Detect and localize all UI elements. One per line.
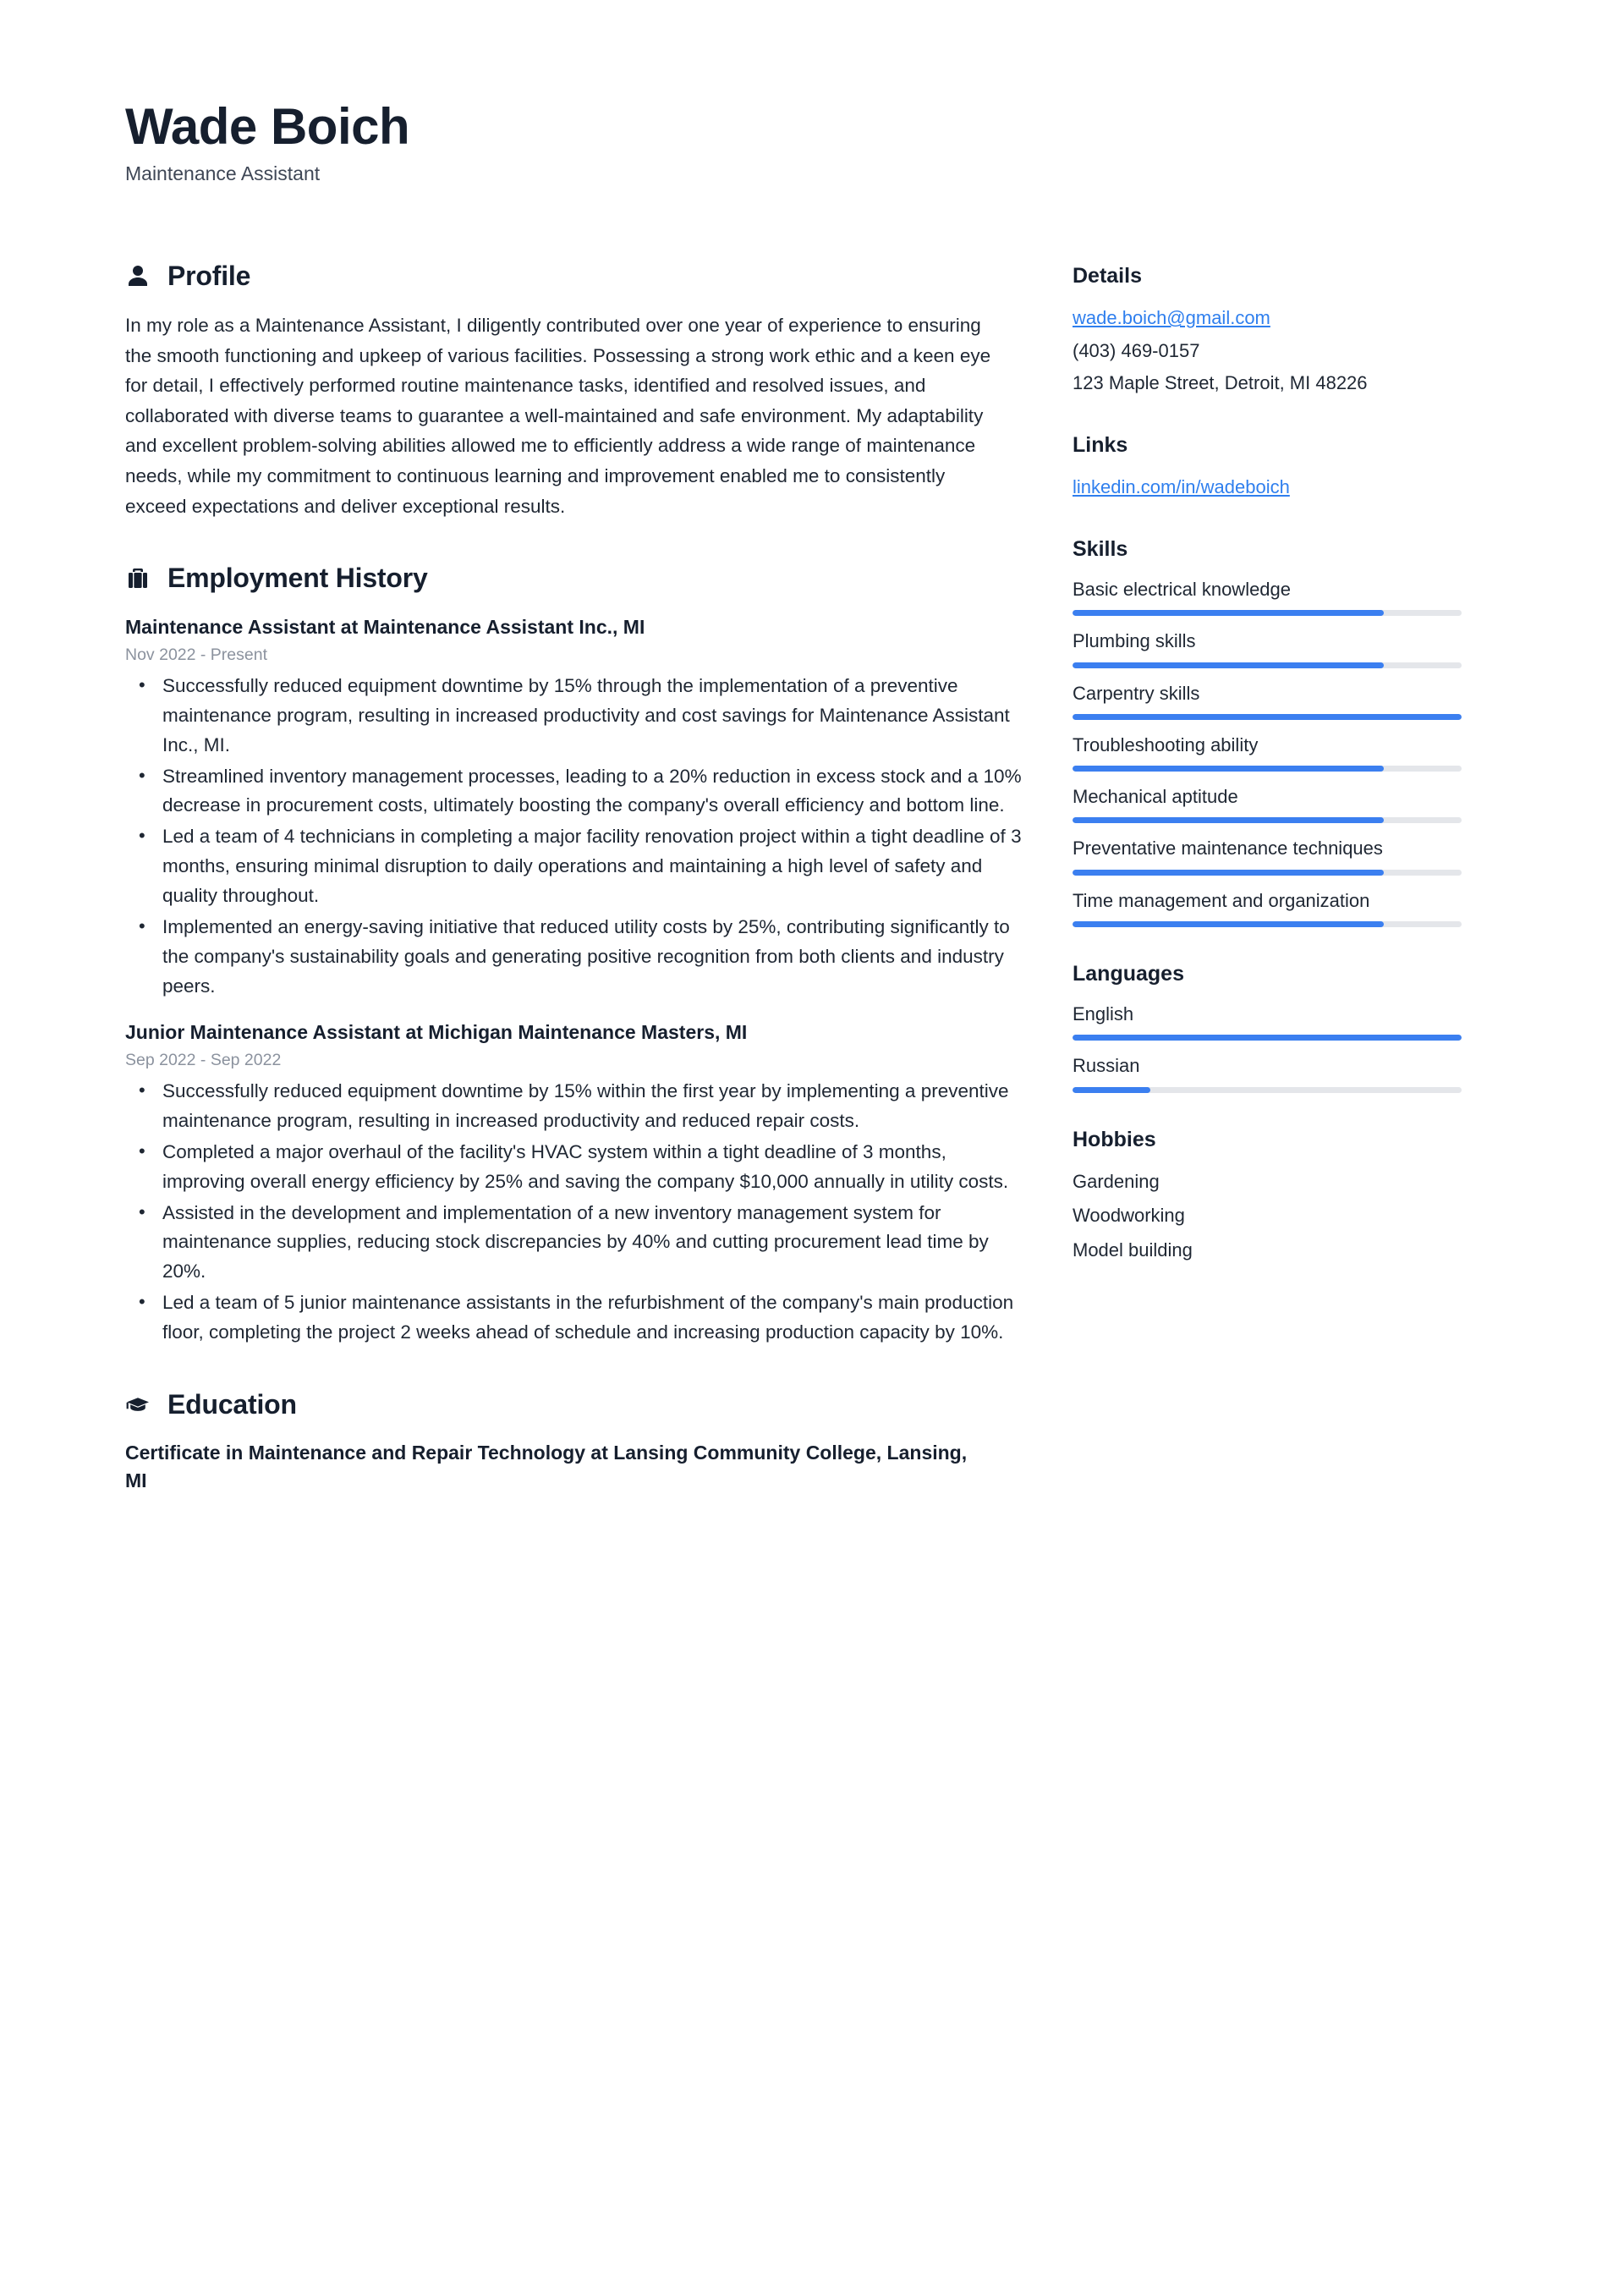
skill-row (1073, 628, 1462, 667)
language-row (1073, 1001, 1462, 1041)
skill-meter-fill (1073, 921, 1384, 927)
skill-label: Troubleshooting ability (1073, 733, 1259, 755)
education-entry-title: Certificate in Maintenance and Repair Technology at Lansing Community College, Lansing, MI (125, 1442, 968, 1492)
skill-meter-fill (1073, 766, 1384, 772)
job-bullets (125, 672, 1022, 1002)
skill-label: Mechanical aptitude (1073, 786, 1238, 808)
skill-row (1073, 835, 1462, 875)
skill-meter-track (1073, 817, 1462, 823)
skill-row (1073, 887, 1462, 927)
hobby-item: Gardening (1073, 1170, 1160, 1192)
job-bullet: • Successfully reduced equipment downtime by 15% through the implementation of a preventive maintenance program, resulting in increased productivity and cost savings for Maintenance Assistant Inc., MI. (157, 672, 1022, 761)
skill-label: Plumbing skills (1073, 630, 1196, 652)
job-bullet: • Led a team of 5 junior maintenance assistants in the refurbishment of the company's main production floor, completing the project 2 weeks ahead of schedule and increasing production capacity by 10%. (157, 1288, 1022, 1348)
sidebar-title-languages: Languages (1073, 961, 1184, 986)
section-title-profile: Profile (167, 260, 251, 291)
skill-meter-track (1073, 714, 1462, 720)
section-body-employment (125, 613, 1022, 1348)
skill-meter-fill (1073, 662, 1384, 668)
sidebar-title-details: Details (1073, 263, 1142, 288)
resume-header (125, 100, 1499, 187)
section-header-employment (125, 562, 1022, 594)
language-meter-track (1073, 1035, 1462, 1041)
section-profile (125, 260, 1022, 521)
job-bullets (125, 1077, 1022, 1348)
hobby-item: Model building (1073, 1239, 1193, 1261)
skill-meter-track (1073, 610, 1462, 616)
skill-meter-track (1073, 921, 1462, 927)
job-bullet: • Assisted in the development and implementation of a new inventory management system for maintenance supplies, reducing stock discrepancies by 40% and cutting procurement lead time by 20%. (157, 1199, 1022, 1288)
skill-meter-fill (1073, 610, 1384, 616)
section-header-education (125, 1388, 1022, 1420)
sidebar-title-hobbies: Hobbies (1073, 1127, 1156, 1151)
sidebar-title-skills: Skills (1073, 536, 1128, 561)
job-bullet: • Led a team of 4 technicians in completing a major facility renovation project within a tight deadline of 3 months, ensuring minimal disruption to daily operations and maintaining a high level of safety and quality throughout. (157, 822, 1022, 911)
sidebar-section-skills (1073, 536, 1462, 927)
candidate-name: Wade Boich (125, 98, 410, 155)
skill-row (1073, 576, 1462, 616)
section-header-profile (125, 260, 1022, 292)
skill-meter-track (1073, 870, 1462, 876)
briefcase-icon (125, 564, 151, 591)
main-column (125, 260, 1022, 1535)
skill-meter-track (1073, 662, 1462, 668)
language-meter-track (1073, 1087, 1462, 1093)
section-education (125, 1388, 1022, 1495)
skill-row (1073, 680, 1462, 720)
section-employment (125, 562, 1022, 1348)
job-entry (125, 613, 1022, 1002)
job-bullet: • Streamlined inventory management processes, leading to a 20% reduction in excess stock and a 10% decrease in procurement costs, ultimately boosting the company's overall efficiency and bottom line. (157, 762, 1022, 821)
sidebar-section-hobbies (1073, 1127, 1462, 1266)
skill-label: Basic electrical knowledge (1073, 579, 1292, 601)
skill-row (1073, 783, 1462, 823)
language-meter-fill (1073, 1035, 1462, 1041)
sidebar-section-languages (1073, 961, 1462, 1093)
sidebar-title-links: Links (1073, 433, 1128, 458)
sidebar-column (1073, 260, 1462, 1299)
address: 123 Maple Street, Detroit, MI 48226 (1073, 372, 1368, 394)
skill-row (1073, 732, 1462, 772)
sidebar-section-details (1073, 263, 1462, 398)
skill-meter-track (1073, 766, 1462, 772)
section-title-education: Education (167, 1388, 297, 1420)
section-body-profile (125, 310, 1022, 521)
phone-number: (403) 469-0157 (1073, 339, 1200, 361)
skill-label: Time management and organization (1073, 889, 1370, 911)
candidate-job-title: Maintenance Assistant (125, 162, 321, 184)
job-bullet: • Completed a major overhaul of the facility's HVAC system within a tight deadline of 3 months, improving overall energy efficiency by 25% and saving the company $10,000 annually in utility costs. (157, 1138, 1022, 1197)
language-row (1073, 1052, 1462, 1092)
skill-meter-fill (1073, 714, 1462, 720)
person-icon (125, 262, 151, 289)
section-body-education (125, 1439, 1022, 1494)
job-dates: Nov 2022 - Present (125, 645, 268, 664)
linkedin-link[interactable]: linkedin.com/in/wadeboich (1073, 476, 1290, 498)
job-bullet: • Successfully reduced equipment downtime by 15% within the first year by implementing a preventive maintenance program, resulting in increased productivity and reduced repair costs. (157, 1077, 1022, 1136)
skill-label: Preventative maintenance techniques (1073, 838, 1383, 860)
graduation-cap-icon (125, 1391, 151, 1418)
language-meter-fill (1073, 1087, 1150, 1093)
job-title: Maintenance Assistant at Maintenance Assistant Inc., MI (125, 615, 645, 638)
job-bullet: • Implemented an energy-saving initiative that reduced utility costs by 25%, contributing significantly to the company's sustainability goals and generating positive recognition from both clients and industry peers. (157, 913, 1022, 1002)
job-entry (125, 1019, 1022, 1348)
job-title: Junior Maintenance Assistant at Michigan Maintenance Masters, MI (125, 1020, 748, 1043)
hobby-item: Woodworking (1073, 1205, 1185, 1227)
resume-body (125, 260, 1499, 1535)
language-label: Russian (1073, 1055, 1140, 1077)
skill-label: Carpentry skills (1073, 682, 1200, 704)
job-dates: Sep 2022 - Sep 2022 (125, 1050, 282, 1069)
skill-meter-fill (1073, 817, 1384, 823)
language-label: English (1073, 1003, 1134, 1025)
profile-text: In my role as a Maintenance Assistant, I diligently contributed over one year of experience to ensuring the smooth functioning and upkeep of various facilities. Possessing a strong work ethic and a keen eye for detail, I effectively performed routine maintenance tasks, identified and resolved issues, and collaborated with diverse teams to guarantee a well-maintained and safe environment. My adaptability and excellent problem-solving abilities allowed me to efficiently address a wide range of maintenance needs, while my commitment to continuous learning and improvement enabled me to consistently exceed expectations and deliver exceptional results. (125, 315, 991, 517)
section-title-employment: Employment History (167, 563, 428, 594)
email-link[interactable]: wade.boich@gmail.com (1073, 307, 1270, 329)
sidebar-section-links (1073, 432, 1462, 503)
skill-meter-fill (1073, 870, 1384, 876)
